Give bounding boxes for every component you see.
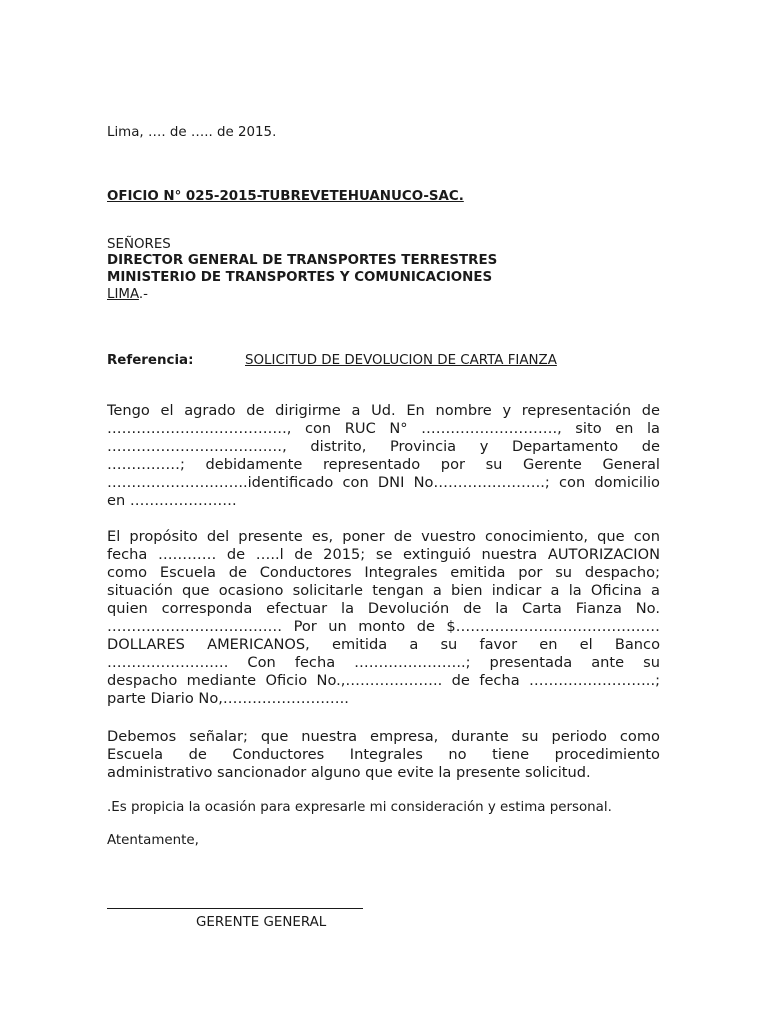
reference-label: Referencia: [107,353,194,368]
paragraph-line: en …………………. [107,492,237,509]
paragraph-line: ……………………………… Por un monto de $…………………………………… [107,618,660,635]
paragraph-line: parte Diario No,…………………….. [107,690,349,707]
paragraph-line: ………………………..identificado con DNI No…………………..; con domicilio [107,474,660,491]
addressee-city: LIMA [107,287,139,302]
paragraph-line: despacho mediante Oficio No.,……………….. de fecha ……………………..; [107,672,660,689]
farewell: Atentamente, [107,833,199,848]
paragraph-line: como Escuela de Conductores Integrales emitida por su despacho; [107,564,660,581]
paragraph-line: quien corresponda efectuar la Devolución de la Carta Fianza No. [107,600,660,617]
paragraph-line: Debemos señalar; que nuestra empresa, durante su periodo como [107,728,660,745]
addressee-director: DIRECTOR GENERAL DE TRANSPORTES TERRESTRES [107,253,498,268]
paragraph-line: ……………; debidamente representado por su Gerente General [107,456,660,473]
addressee-salutation: SEÑORES [107,237,171,252]
signature-line [107,908,363,909]
addressee-ministry: MINISTERIO DE TRANSPORTES Y COMUNICACIONES [107,270,493,285]
addressee-city-suffix: .- [138,287,148,302]
addressee-city-line [107,286,148,303]
date-line: Lima, …. de ….. de 2015. [107,125,277,140]
closing-sentence: .Es propicia la ocasión para expresarle mi consideración y estima personal. [107,800,612,815]
paragraph-line: Escuela de Conductores Integrales no tiene procedimiento [107,746,660,763]
paragraph-line: administrativo sancionador alguno que evite la presente solicitud. [107,764,591,781]
signature-title: GERENTE GENERAL [196,915,327,930]
paragraph-line: ………………………………., con RUC N° ………………………., sito en la [107,420,660,437]
paragraph-line: situación que ocasiono solicitarle tengan a bien indicar a la Oficina a [107,582,660,599]
reference-subject: SOLICITUD DE DEVOLUCION DE CARTA FIANZA [245,353,557,368]
paragraph-line: ……………………. Con fecha …………………..; presentada ante su [107,654,660,671]
paragraph-line: ………………………………, distrito, Provincia y Departamento de [107,438,660,455]
paragraph-line: fecha ………… de …..l de 2015; se extinguió nuestra AUTORIZACION [107,546,660,563]
paragraph-line: Tengo el agrado de dirigirme a Ud. En nombre y representación de [107,402,660,419]
paragraph-line: El propósito del presente es, poner de vuestro conocimiento, que con [107,528,660,545]
paragraph-line: DOLLARES AMERICANOS, emitida a su favor en el Banco [107,636,660,653]
oficio-number: OFICIO N° 025-2015-TUBREVETEHUANUCO-SAC. [107,189,464,204]
